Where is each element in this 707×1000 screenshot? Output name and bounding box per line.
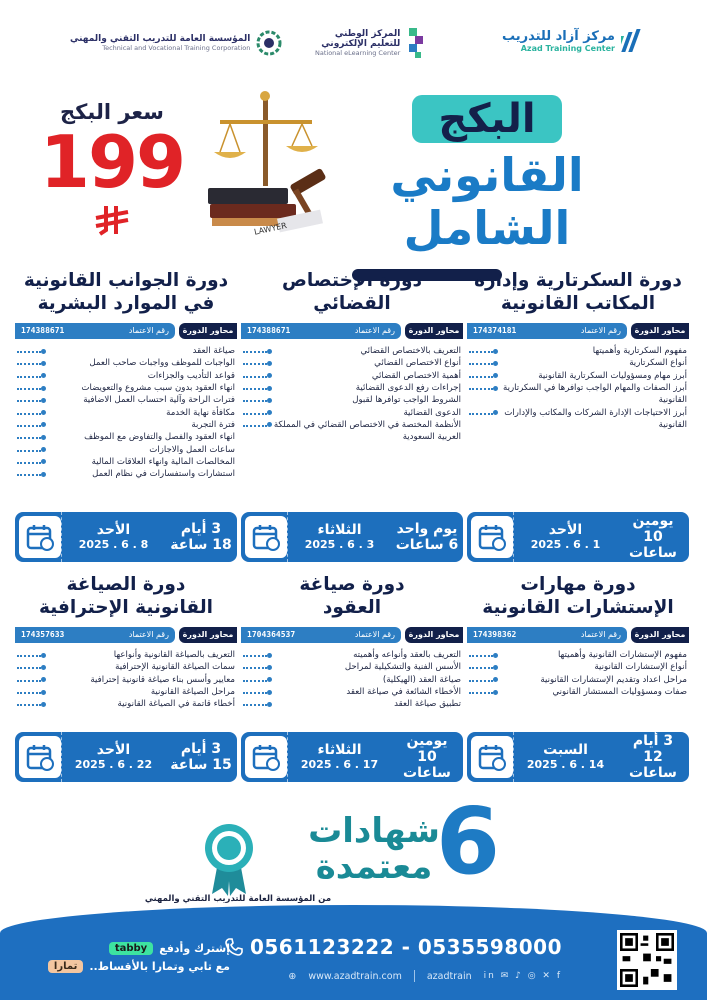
topic-item: أبرز مهام ومسؤوليات السكرتارية القانونية: [467, 370, 687, 382]
tvtc-logo-en: Technical and Vocational Training Corporation: [102, 44, 251, 52]
topic-list: [15, 649, 237, 710]
price-value: 199: [39, 120, 185, 204]
accreditation-number: 174374181: [473, 326, 517, 336]
start-date: [287, 512, 391, 562]
course-title: دورة الإختصاص القضائي: [281, 270, 423, 314]
topic-item: صفات ومسؤوليات المستشار القانوني: [467, 686, 687, 698]
azad-logo-en: Azad Training Center: [520, 44, 615, 53]
package-title-line2: القانوني الشامل: [390, 148, 584, 255]
duration: [391, 732, 463, 782]
duration: [617, 732, 689, 782]
start-date: [287, 732, 391, 782]
start-day: الثلاثاء: [317, 522, 362, 539]
accreditation-number: 174388671: [247, 326, 291, 336]
topic-item: فترة التجربة: [15, 419, 235, 431]
topic-item: أبرز الاحتياجات الإدارة الشركات والمكاتب والإدارات القانونية: [467, 407, 687, 432]
topic-item: إجراءات رفع الدعوى القضائية: [241, 382, 461, 394]
start-day: السبت: [543, 742, 588, 759]
web-icon: ⊕: [288, 970, 297, 982]
start-day: الثلاثاء: [317, 742, 362, 759]
calendar-icon: [19, 736, 61, 778]
duration-hours: 15 ساعة: [170, 757, 232, 773]
pay-line1: إشترك وأدفع: [159, 942, 230, 955]
accreditation-label: رقم الاعتماد: [580, 326, 621, 336]
calendar-icon: [245, 516, 287, 558]
start-date: [61, 512, 165, 562]
medal-icon: [200, 818, 258, 898]
duration-days: 3 أيام: [632, 732, 674, 749]
accreditation-label: رقم الاعتماد: [128, 630, 169, 640]
duration-hours: 6 ساعات: [395, 537, 459, 553]
accreditation-label: رقم الاعتماد: [128, 326, 169, 336]
certificate-word2: معتمدة: [315, 846, 433, 887]
topic-item: الواجبات للموظف وواجبات صاحب العمل: [15, 357, 235, 369]
topic-item: الأسس الفنية والتشكيلية لمراحل: [241, 661, 461, 673]
certificate-issuer: من المؤسسة العامة للتدريب التقني والمهني: [144, 894, 332, 904]
partner-logos: [0, 18, 707, 78]
course-schedule: [467, 732, 689, 782]
topic-item: أهمية الاختصاص القضائي: [241, 370, 461, 382]
nel-logo: [315, 26, 426, 60]
topic-item: تطبيق صياغة العقد: [241, 698, 461, 710]
start-date-value: 2025 . 6 . 17: [300, 758, 379, 772]
justice-scale-icon: [190, 88, 340, 238]
duration-days: يومين: [632, 512, 674, 529]
axes-label: محاور الدورة: [631, 323, 689, 339]
accreditation: [467, 627, 627, 643]
course-title: دورة الصياغة القانونية الإحترافية: [39, 574, 213, 618]
duration-hours: 10 ساعات: [629, 528, 677, 562]
accreditation: [15, 323, 175, 339]
topic-item: أخطاء قاتمة في الصياغة القانونية: [15, 698, 235, 710]
certificate-words: [308, 811, 440, 887]
course-schedule: [241, 732, 463, 782]
axes-label: محاور الدورة: [179, 627, 237, 643]
topic-item: التعريف بالصياغة القانونية وأنواعها: [15, 649, 235, 661]
topic-item: مراحل الصياغة القانونية: [15, 686, 235, 698]
installments-info: [30, 942, 230, 973]
topic-item: مكافأة نهاية الخدمة: [15, 407, 235, 419]
course-title: دورة صياغة العقود: [299, 574, 405, 618]
topic-item: التعريف بالعقد وأنواعه وأهميته: [241, 649, 461, 661]
axes-label: محاور الدورة: [405, 627, 463, 643]
topic-item: المخالصات المالية وانهاء العلاقات المالية: [15, 456, 235, 468]
course-meta: [241, 627, 463, 643]
lawyer-tag: LAWYER: [253, 220, 288, 237]
duration: [165, 732, 237, 782]
accreditation: [15, 627, 175, 643]
accreditation-label: رقم الاعتماد: [580, 630, 621, 640]
duration: [391, 512, 463, 562]
pay-line2: مع تابي وتمارا بالأقساط..: [89, 960, 230, 973]
topic-item: انهاء العقود والفصل والتفاوض مع الموظف: [15, 431, 235, 443]
topic-item: أنواع الاختصاص القضائي: [241, 357, 461, 369]
topic-list: [15, 345, 237, 480]
start-date: [513, 512, 617, 562]
course-jurisdiction: [241, 270, 463, 444]
social-handle[interactable]: azadtrain: [426, 970, 472, 982]
accreditation-number: 1704364537: [247, 630, 296, 640]
course-professional-drafting: [15, 574, 237, 711]
website-link[interactable]: www.azadtrain.com: [308, 970, 402, 982]
topic-item: أنواع السكرتارية: [467, 357, 687, 369]
course-schedule: [15, 512, 237, 562]
start-date-value: 2025 . 6 . 14: [526, 758, 605, 772]
course-consulting: [467, 574, 689, 698]
phone-numbers: 0561123222 - 0535598000: [249, 935, 562, 959]
calendar-icon: [471, 516, 513, 558]
azad-logo-ar: مركز آزاد للتدريب: [501, 29, 615, 44]
duration-hours: 10 ساعات: [403, 748, 451, 782]
duration-days: 3 أيام: [180, 520, 222, 537]
tvtc-logo-ar: المؤسسة العامة للتدريب التقني والمهني: [70, 34, 251, 44]
topic-item: الأنظمة المختصة في الاختصاص القضائي في المملكة العربية السعودية: [241, 419, 461, 444]
social-icons[interactable]: in ✉ ♪ ◎ ✕ f: [483, 971, 562, 981]
tabby-badge: tabby: [109, 942, 153, 955]
package-title: [322, 95, 652, 281]
accreditation: [467, 323, 627, 339]
accreditation-label: رقم الاعتماد: [354, 326, 395, 336]
calendar-icon: [19, 516, 61, 558]
axes-label: محاور الدورة: [631, 627, 689, 643]
course-schedule: [15, 732, 237, 782]
course-contracts: [241, 574, 463, 711]
start-day: الأحد: [96, 522, 131, 539]
nel-mark-icon: [406, 26, 426, 60]
nel-logo-ar2: للتعليم الإلكتروني: [321, 39, 401, 49]
course-meta: [15, 323, 237, 339]
tvtc-mark-icon: [256, 30, 282, 56]
certificate-count: 6: [435, 788, 500, 895]
accreditation-number: 174398362: [473, 630, 517, 640]
price-label: سعر البكج: [60, 100, 164, 124]
duration-days: يوم واحد: [396, 520, 458, 537]
topic-item: سمات الصياغة القانونية الإحترافية: [15, 661, 235, 673]
qr-code-icon[interactable]: [617, 930, 677, 990]
topic-list: [241, 345, 463, 443]
topic-item: صياغة العقد (الهيكلية): [241, 674, 461, 686]
topic-item: ساعات العمل والاجازات: [15, 444, 235, 456]
accreditation-number: 174388671: [21, 326, 65, 336]
accreditation: [241, 323, 401, 339]
duration-days: 3 أيام: [180, 740, 222, 757]
accreditation-label: رقم الاعتماد: [354, 630, 395, 640]
certificate-word1: شهادات: [308, 811, 440, 851]
price-block: [32, 100, 192, 242]
course-hr-legal: [15, 270, 237, 480]
package-title-line1: البكج: [412, 95, 561, 143]
accreditation: [241, 627, 401, 643]
axes-label: محاور الدورة: [405, 323, 463, 339]
calendar-icon: [471, 736, 513, 778]
calendar-icon: [245, 736, 287, 778]
tamara-badge: تمارا: [48, 960, 83, 973]
topic-item: انهاء العقود بدون سبب مشروع والتعويضات: [15, 382, 235, 394]
social-links: [288, 970, 562, 982]
course-meta: [467, 323, 689, 339]
topic-item: فترات الراحة وآلية احتساب العمل الاضافية: [15, 394, 235, 406]
start-date: [61, 732, 165, 782]
course-meta: [467, 627, 689, 643]
topic-item: استشارات واستفسارات في نظام العمل: [15, 468, 235, 480]
topic-item: أبرز الصفات والمهام الواجب توافرها في السكرتارية القانونية: [467, 382, 687, 407]
duration-hours: 12 ساعات: [629, 748, 677, 782]
start-date-value: 2025 . 6 . 8: [78, 538, 149, 552]
course-title: دورة السكرتارية وإدارة المكاتب القانونية: [474, 270, 682, 314]
tvtc-logo: [70, 30, 282, 56]
topic-item: مفهوم الإستشارات القانونية وأهميتها: [467, 649, 687, 661]
duration: [617, 512, 689, 562]
topic-item: مراحل اعداد وتقديم الإستشارات القانونية: [467, 674, 687, 686]
topic-item: معايير وأسس بناء صياغة قانونية إحترافية: [15, 674, 235, 686]
topic-list: [467, 345, 689, 431]
start-date-value: 2025 . 6 . 1: [530, 538, 601, 552]
axes-label: محاور الدورة: [179, 323, 237, 339]
topic-list: [467, 649, 689, 698]
course-schedule: [467, 512, 689, 562]
start-date-value: 2025 . 6 . 22: [74, 758, 153, 772]
duration-days: يومين: [406, 732, 448, 749]
topic-item: الدعوى القضائية: [241, 407, 461, 419]
start-date: [513, 732, 617, 782]
start-day: الأحد: [548, 522, 583, 539]
divider: [414, 970, 415, 982]
azad-logo: [502, 28, 647, 54]
topic-item: التعريف بالاختصاص القضائي: [241, 345, 461, 357]
topic-item: الأخطاء الشائعة في صياغة العقد: [241, 686, 461, 698]
riyal-symbol-icon: [92, 204, 132, 238]
course-secretarial: [467, 270, 689, 431]
azad-mark-icon: [621, 28, 647, 54]
topic-list: [241, 649, 463, 710]
topic-item: قواعد التأديب والجزاءات: [15, 370, 235, 382]
course-schedule: [241, 512, 463, 562]
course-meta: [241, 323, 463, 339]
topic-item: أنواع الإستشارات القانونية: [467, 661, 687, 673]
course-meta: [15, 627, 237, 643]
contact-phones[interactable]: [224, 935, 562, 959]
nel-logo-ar1: المركز الوطني: [334, 29, 401, 39]
accreditation-number: 174357633: [21, 630, 65, 640]
nel-logo-en: National eLearning Center: [315, 49, 401, 57]
course-title: دورة مهارات الإستشارات القانونية: [482, 574, 674, 618]
duration-hours: 18 ساعة: [170, 537, 232, 553]
course-title: دورة الجوانب القانونية في الموارد البشرية: [23, 270, 229, 314]
start-date-value: 2025 . 6 . 3: [304, 538, 375, 552]
duration: [165, 512, 237, 562]
start-day: الأحد: [96, 742, 131, 759]
topic-item: الشروط الواجب توافرها لقبول: [241, 394, 461, 406]
topic-item: مفهوم السكرتارية وأهميتها: [467, 345, 687, 357]
topic-item: صياغة العقد: [15, 345, 235, 357]
